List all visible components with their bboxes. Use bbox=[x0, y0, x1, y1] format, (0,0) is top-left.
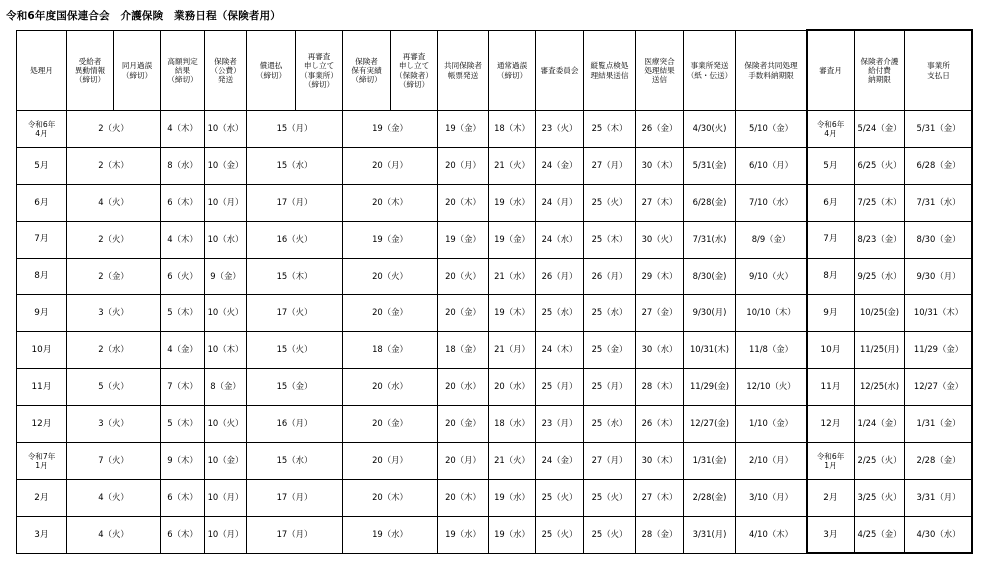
column-header: 審査委員会 bbox=[536, 31, 584, 111]
table-cell: 4/30(火) bbox=[684, 111, 736, 148]
table-cell: 11月 bbox=[17, 369, 67, 406]
table-cell: 27（月） bbox=[584, 443, 636, 480]
table-cell: 令和6年 4月 bbox=[17, 111, 67, 148]
table-cell: 6/25（火） bbox=[855, 147, 905, 184]
column-header: 医療突合 処理結果 送信 bbox=[636, 31, 684, 111]
table-cell: 23（火） bbox=[536, 111, 584, 148]
column-header: 保険者 保有実績 （締切） bbox=[343, 31, 391, 111]
table-cell: 2（木） bbox=[67, 147, 161, 184]
table-row bbox=[17, 295, 973, 332]
table-cell: 8月 bbox=[807, 258, 855, 295]
table-cell: 15（木） bbox=[247, 258, 343, 295]
table-cell: 7月 bbox=[17, 221, 67, 258]
table-cell: 4（火） bbox=[67, 479, 161, 516]
table-cell: 10（水） bbox=[205, 111, 247, 148]
column-header: 審査月 bbox=[807, 31, 855, 111]
table-cell: 6（木） bbox=[161, 516, 205, 553]
table-cell: 11/8（金） bbox=[736, 332, 807, 369]
table-cell: 4/30（水） bbox=[905, 516, 973, 553]
table-cell: 4（金） bbox=[161, 332, 205, 369]
table-cell: 7（木） bbox=[161, 369, 205, 406]
table-cell: 20（水） bbox=[343, 369, 438, 406]
table-cell: 2/25（火） bbox=[855, 443, 905, 480]
table-cell: 19（水） bbox=[489, 516, 536, 553]
table-row bbox=[17, 516, 973, 553]
table-cell: 2（金） bbox=[67, 258, 161, 295]
table-cell: 10（火） bbox=[205, 406, 247, 443]
column-header: 通常過誤 （締切） bbox=[489, 31, 536, 111]
table-row bbox=[17, 258, 973, 295]
table-cell: 30（木） bbox=[636, 443, 684, 480]
table-cell: 10/10（木） bbox=[736, 295, 807, 332]
table-cell: 3月 bbox=[17, 516, 67, 553]
table-cell: 16（月） bbox=[247, 406, 343, 443]
table-cell: 4/10（木） bbox=[736, 516, 807, 553]
table-cell: 29（木） bbox=[636, 258, 684, 295]
table-cell: 19（水） bbox=[343, 516, 438, 553]
table-cell: 9/25（水） bbox=[855, 258, 905, 295]
column-header: 事業所発送 （紙・伝送） bbox=[684, 31, 736, 111]
table-cell: 26（月） bbox=[536, 258, 584, 295]
table-row bbox=[17, 147, 973, 184]
table-body bbox=[17, 111, 973, 554]
table-cell: 6（火） bbox=[161, 258, 205, 295]
table-cell: 25（水） bbox=[584, 406, 636, 443]
table-cell: 4（火） bbox=[67, 184, 161, 221]
table-cell: 25（火） bbox=[584, 516, 636, 553]
table-cell: 15（月） bbox=[247, 111, 343, 148]
table-cell: 10（月） bbox=[205, 479, 247, 516]
table-cell: 27（金） bbox=[636, 295, 684, 332]
table-cell: 9（金） bbox=[205, 258, 247, 295]
table-row bbox=[17, 406, 973, 443]
table-cell: 12/27（金） bbox=[905, 369, 973, 406]
column-header: 処理月 bbox=[17, 31, 67, 111]
table-cell: 27（月） bbox=[584, 147, 636, 184]
table-cell: 8（水） bbox=[161, 147, 205, 184]
table-cell: 2（火） bbox=[67, 111, 161, 148]
table-cell: 3/31(月) bbox=[684, 516, 736, 553]
table-cell: 27（木） bbox=[636, 184, 684, 221]
table-cell: 3（火） bbox=[67, 295, 161, 332]
table-cell: 20（月） bbox=[343, 147, 438, 184]
table-cell: 6月 bbox=[807, 184, 855, 221]
table-cell: 20（木） bbox=[343, 184, 438, 221]
table-cell: 4（火） bbox=[67, 516, 161, 553]
table-cell: 9/30(月) bbox=[684, 295, 736, 332]
table-cell: 30（水） bbox=[636, 332, 684, 369]
table-cell: 12/10（火） bbox=[736, 369, 807, 406]
table-cell: 24（金） bbox=[536, 443, 584, 480]
table-cell: 21（火） bbox=[489, 443, 536, 480]
table-cell: 8/9（金） bbox=[736, 221, 807, 258]
table-cell: 10月 bbox=[17, 332, 67, 369]
schedule-table-wrapper bbox=[16, 30, 972, 554]
table-cell: 10（木） bbox=[205, 332, 247, 369]
table-cell: 17（月） bbox=[247, 184, 343, 221]
table-cell: 令和7年 1月 bbox=[17, 443, 67, 480]
table-cell: 7/10（水） bbox=[736, 184, 807, 221]
table-cell: 令和6年 1月 bbox=[807, 443, 855, 480]
table-cell: 3/10（月） bbox=[736, 479, 807, 516]
column-header: 縦覧点検処 理結果送信 bbox=[584, 31, 636, 111]
table-cell: 25（水） bbox=[536, 295, 584, 332]
table-cell: 10（月） bbox=[205, 516, 247, 553]
table-cell: 1/31(金) bbox=[684, 443, 736, 480]
table-cell: 25（月） bbox=[584, 369, 636, 406]
table-cell: 25（火） bbox=[536, 479, 584, 516]
table-cell: 10/31(木) bbox=[684, 332, 736, 369]
table-cell: 25（木） bbox=[584, 221, 636, 258]
table-cell: 17（月） bbox=[247, 516, 343, 553]
table-cell: 10（火） bbox=[205, 295, 247, 332]
table-cell: 11/29(金) bbox=[684, 369, 736, 406]
table-cell: 9（木） bbox=[161, 443, 205, 480]
table-cell: 19（木） bbox=[489, 295, 536, 332]
table-cell: 24（木） bbox=[536, 332, 584, 369]
table-cell: 8（金） bbox=[205, 369, 247, 406]
table-cell: 25（火） bbox=[584, 479, 636, 516]
table-cell: 9/30（月） bbox=[905, 258, 973, 295]
table-cell: 6/28（金） bbox=[905, 147, 973, 184]
table-cell: 20（月） bbox=[343, 443, 438, 480]
table-row bbox=[17, 221, 973, 258]
table-cell: 11/25(月) bbox=[855, 332, 905, 369]
column-header: 受給者 異動情報 （締切） bbox=[67, 31, 114, 111]
table-cell: 2（水） bbox=[67, 332, 161, 369]
table-cell: 7月 bbox=[807, 221, 855, 258]
table-cell: 24（水） bbox=[536, 221, 584, 258]
table-cell: 10/31（木） bbox=[905, 295, 973, 332]
table-cell: 26（月） bbox=[584, 258, 636, 295]
table-cell: 12/27(金) bbox=[684, 406, 736, 443]
table-cell: 23（月） bbox=[536, 406, 584, 443]
table-cell: 2/10（月） bbox=[736, 443, 807, 480]
table-cell: 18（金） bbox=[343, 332, 438, 369]
table-cell: 19（金） bbox=[489, 221, 536, 258]
table-row bbox=[17, 111, 973, 148]
table-cell: 3/25（火） bbox=[855, 479, 905, 516]
table-cell: 10（金） bbox=[205, 147, 247, 184]
table-cell: 15（火） bbox=[247, 332, 343, 369]
table-cell: 26（木） bbox=[636, 406, 684, 443]
column-header: 事業所 支払日 bbox=[905, 31, 973, 111]
table-cell: 19（金） bbox=[343, 111, 438, 148]
page-title: 令和6年度国保連合会 介護保険 業務日程（保険者用） bbox=[6, 10, 282, 22]
table-row bbox=[17, 332, 973, 369]
table-cell: 27（木） bbox=[636, 479, 684, 516]
table-cell: 25（金） bbox=[584, 332, 636, 369]
table-cell: 9月 bbox=[807, 295, 855, 332]
table-cell: 10（金） bbox=[205, 443, 247, 480]
table-cell: 10/25(金) bbox=[855, 295, 905, 332]
column-header: 保険者共同処理 手数料納期限 bbox=[736, 31, 807, 111]
table-cell: 6（木） bbox=[161, 479, 205, 516]
table-cell: 5/24（金） bbox=[855, 111, 905, 148]
table-cell: 25（火） bbox=[584, 184, 636, 221]
table-cell: 26（金） bbox=[636, 111, 684, 148]
column-header: 同月過誤 （締切） bbox=[114, 31, 161, 111]
table-cell: 20（月） bbox=[438, 147, 489, 184]
table-cell: 7（火） bbox=[67, 443, 161, 480]
table-cell: 17（月） bbox=[247, 479, 343, 516]
table-cell: 7/25（木） bbox=[855, 184, 905, 221]
table-cell: 21（水） bbox=[489, 258, 536, 295]
table-cell: 18（木） bbox=[489, 111, 536, 148]
table-cell: 5/10（金） bbox=[736, 111, 807, 148]
table-cell: 9/10（火） bbox=[736, 258, 807, 295]
table-cell: 8/30（金） bbox=[905, 221, 973, 258]
table-cell: 17（火） bbox=[247, 295, 343, 332]
table-cell: 19（金） bbox=[438, 221, 489, 258]
table-cell: 2月 bbox=[17, 479, 67, 516]
table-cell: 20（火） bbox=[438, 258, 489, 295]
table-cell: 20（月） bbox=[438, 443, 489, 480]
table-cell: 20（木） bbox=[343, 479, 438, 516]
table-cell: 20（金） bbox=[438, 295, 489, 332]
table-cell: 5（木） bbox=[161, 295, 205, 332]
table-cell: 18（金） bbox=[438, 332, 489, 369]
table-cell: 20（金） bbox=[343, 295, 438, 332]
table-cell: 2/28(金) bbox=[684, 479, 736, 516]
table-cell: 令和6年 4月 bbox=[807, 111, 855, 148]
table-cell: 19（水） bbox=[489, 184, 536, 221]
column-header: 再審査 申し立て （事業所） （締切） bbox=[296, 31, 343, 111]
table-cell: 25（月） bbox=[536, 369, 584, 406]
table-cell: 6（木） bbox=[161, 184, 205, 221]
table-cell: 28（金） bbox=[636, 516, 684, 553]
table-cell: 6月 bbox=[17, 184, 67, 221]
table-cell: 10（月） bbox=[205, 184, 247, 221]
table-cell: 10月 bbox=[807, 332, 855, 369]
table-cell: 3（火） bbox=[67, 406, 161, 443]
schedule-table bbox=[16, 30, 973, 554]
table-cell: 6/10（月） bbox=[736, 147, 807, 184]
table-cell: 10（水） bbox=[205, 221, 247, 258]
table-cell: 5月 bbox=[807, 147, 855, 184]
table-cell: 4（木） bbox=[161, 221, 205, 258]
column-header: 共同保険者 帳票発送 bbox=[438, 31, 489, 111]
table-cell: 5月 bbox=[17, 147, 67, 184]
table-cell: 5（木） bbox=[161, 406, 205, 443]
column-header: 高額判定 結果 （締切） bbox=[161, 31, 205, 111]
table-cell: 9月 bbox=[17, 295, 67, 332]
table-cell: 19（金） bbox=[438, 111, 489, 148]
table-cell: 19（水） bbox=[489, 479, 536, 516]
table-cell: 21（火） bbox=[489, 147, 536, 184]
table-cell: 18（水） bbox=[489, 406, 536, 443]
table-cell: 20（金） bbox=[438, 406, 489, 443]
table-cell: 20（水） bbox=[438, 369, 489, 406]
table-cell: 19（水） bbox=[438, 516, 489, 553]
table-cell: 21（月） bbox=[489, 332, 536, 369]
table-cell: 4/25（金） bbox=[855, 516, 905, 553]
table-cell: 7/31（水） bbox=[905, 184, 973, 221]
table-cell: 5（火） bbox=[67, 369, 161, 406]
table-cell: 5/31(金) bbox=[684, 147, 736, 184]
table-cell: 4（木） bbox=[161, 111, 205, 148]
table-cell: 8/30(金) bbox=[684, 258, 736, 295]
table-cell: 30（木） bbox=[636, 147, 684, 184]
table-cell: 25（火） bbox=[536, 516, 584, 553]
table-row bbox=[17, 369, 973, 406]
table-cell: 11月 bbox=[807, 369, 855, 406]
table-cell: 12月 bbox=[17, 406, 67, 443]
column-header: 償還払 （締切） bbox=[247, 31, 296, 111]
table-cell: 8月 bbox=[17, 258, 67, 295]
column-header: 再審査 申し立て （保険者） （締切） bbox=[391, 31, 438, 111]
table-cell: 5/31（金） bbox=[905, 111, 973, 148]
table-cell: 7/31(水) bbox=[684, 221, 736, 258]
table-cell: 1/10（金） bbox=[736, 406, 807, 443]
table-cell: 12月 bbox=[807, 406, 855, 443]
table-cell: 11/29（金） bbox=[905, 332, 973, 369]
table-cell: 3/31（月） bbox=[905, 479, 973, 516]
table-cell: 8/23（金） bbox=[855, 221, 905, 258]
table-cell: 30（火） bbox=[636, 221, 684, 258]
table-cell: 1/24（金） bbox=[855, 406, 905, 443]
table-cell: 24（月） bbox=[536, 184, 584, 221]
table-cell: 6/28(金) bbox=[684, 184, 736, 221]
table-cell: 25（水） bbox=[584, 295, 636, 332]
table-cell: 3月 bbox=[807, 516, 855, 553]
table-cell: 15（金） bbox=[247, 369, 343, 406]
table-cell: 1/31（金） bbox=[905, 406, 973, 443]
table-cell: 28（木） bbox=[636, 369, 684, 406]
table-cell: 2月 bbox=[807, 479, 855, 516]
table-cell: 20（金） bbox=[343, 406, 438, 443]
column-header: 保険者介護 給付費 納期限 bbox=[855, 31, 905, 111]
table-cell: 20（木） bbox=[438, 479, 489, 516]
table-row bbox=[17, 184, 973, 221]
table-cell: 20（水） bbox=[489, 369, 536, 406]
table-cell: 15（水） bbox=[247, 147, 343, 184]
table-cell: 2（火） bbox=[67, 221, 161, 258]
table-cell: 12/25(水) bbox=[855, 369, 905, 406]
table-cell: 16（火） bbox=[247, 221, 343, 258]
table-cell: 25（木） bbox=[584, 111, 636, 148]
table-cell: 20（木） bbox=[438, 184, 489, 221]
table-cell: 24（金） bbox=[536, 147, 584, 184]
table-cell: 20（火） bbox=[343, 258, 438, 295]
table-cell: 19（金） bbox=[343, 221, 438, 258]
table-cell: 15（水） bbox=[247, 443, 343, 480]
table-cell: 2/28（金） bbox=[905, 443, 973, 480]
table-row bbox=[17, 479, 973, 516]
header-row bbox=[17, 31, 973, 111]
column-header: 保険者 （公費） 発送 bbox=[205, 31, 247, 111]
table-row bbox=[17, 443, 973, 480]
